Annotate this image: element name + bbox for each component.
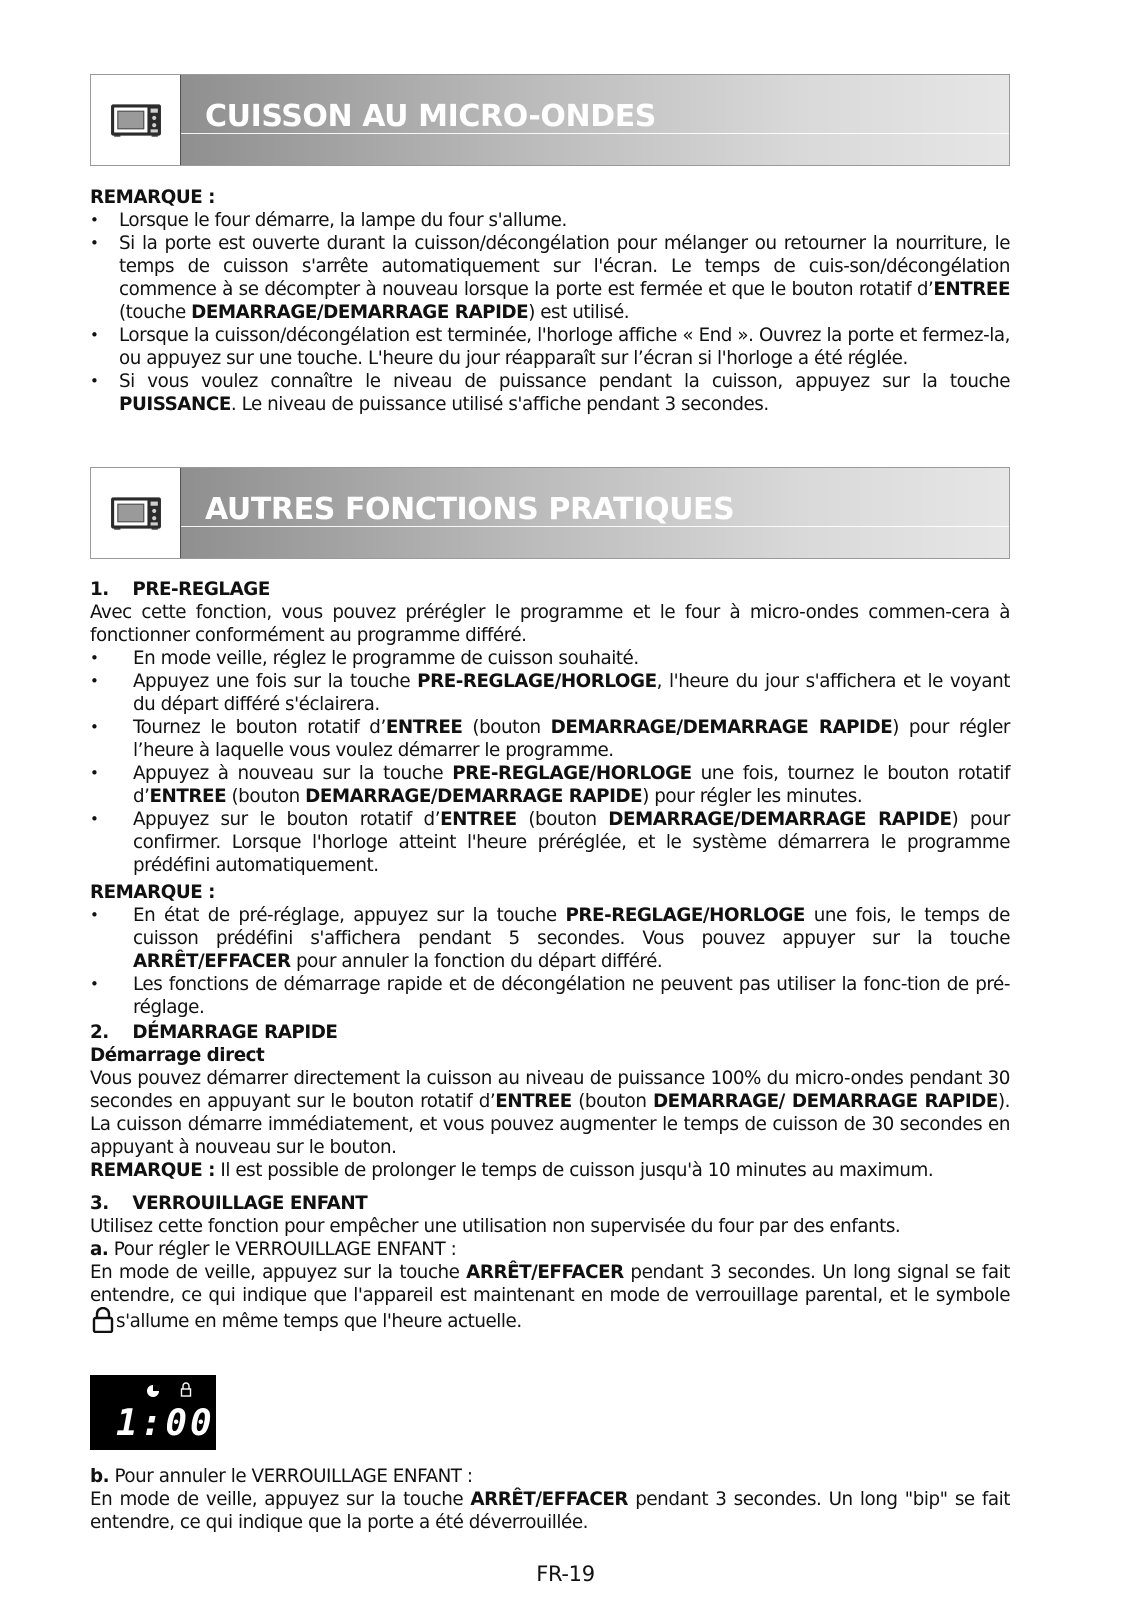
verrouillage-heading: 3. VERROUILLAGE ENFANT [90, 1193, 368, 1214]
list-item: • Appuyez sur le bouton rotatif d’ENTREE (bouton DEMARRAGE/DEMARRAGE RAPIDE) pour confirmer. Lorsque l'horloge atteint l'heure préréglée, et le système démarrera le programme prédéfini automatiquement. [90, 808, 1010, 877]
list-item: • Si la porte est ouverte durant la cuisson/décongélation pour mélanger ou retourner la nourriture, le temps de cuisson s'arrête automatiquement sur l'écran. Le temps de cuis-son/décongélation commence à se décompter à nouveau lorsque la porte est fermée et que le bouton rotatif d’ENTREE (touche DEMARRAGE/DEMARRAGE RAPIDE) est utilisé. [90, 232, 1010, 324]
list-item: • Si vous voulez connaître le niveau de puissance pendant la cuisson, appuyez sur la touche PUISSANCE. Le niveau de puissance utilisé s'affiche pendant 3 secondes. [90, 370, 1010, 416]
remark-label: REMARQUE : [90, 882, 216, 903]
pre-reglage-steps [90, 647, 1010, 877]
section-header-cuisson [90, 74, 1010, 166]
section-title-bar [181, 75, 1009, 165]
verrouillage-a-text: En mode de veille, appuyez sur la touche ARRÊT/EFFACER pendant 3 secondes. Un long signal se fait entendre, ce qui indique que l'appareil est maintenant en mode de verrouillage parental, et le symboles'allume en même temps que l'heure actuelle. [90, 1261, 1010, 1339]
list-item: • En mode veille, réglez le programme de cuisson souhaité. [90, 647, 1010, 670]
remark-label: REMARQUE : [90, 187, 216, 208]
clock-icon [147, 1385, 159, 1397]
verrouillage-a-title: a. Pour régler le VERROUILLAGE ENFANT : [90, 1239, 457, 1260]
section-title-bar [181, 468, 1009, 558]
pre-reglage-intro: Avec cette fonction, vous pouvez prérégler le programme et le four à micro-ondes commen-cera à fonctionner conformément au programme différé. [90, 602, 1010, 646]
demarrage-subheading: Démarrage direct [90, 1045, 265, 1066]
section-title: CUISSON AU MICRO-ONDES [205, 99, 657, 134]
section-header-autres [90, 467, 1010, 559]
lock-icon [92, 1307, 114, 1339]
demarrage-text: Vous pouvez démarrer directement la cuisson au niveau de puissance 100% du micro-ondes pendant 30 secondes en appuyant sur le bouton rotatif d’ENTREE (bouton DEMARRAGE/ DEMARRAGE RAPIDE). La cuisson démarre immédiatement, et vous pouvez augmenter le temps de cuisson de 30 secondes en appuyant à nouveau sur le bouton. [90, 1068, 1010, 1158]
display-time: 1:00 [116, 1403, 215, 1444]
page-number: FR-19 [536, 1562, 595, 1586]
verrouillage-b-text: En mode de veille, appuyez sur la touche ARRÊT/EFFACER pendant 3 secondes. Un long "bip" se fait entendre, ce qui indique que la porte a été déverrouillée. [90, 1489, 1010, 1533]
verrouillage-b-block [90, 1465, 1010, 1534]
verrouillage-b-title: b. Pour annuler le VERROUILLAGE ENFANT : [90, 1466, 473, 1487]
verrouillage-block [90, 1192, 1010, 1339]
pre-reglage-heading: 1. PRE-REGLAGE [90, 579, 270, 600]
list-item: • Lorsque le four démarre, la lampe du four s'allume. [90, 209, 1010, 232]
section-title: AUTRES FONCTIONS PRATIQUES [205, 492, 735, 527]
verrouillage-intro: Utilisez cette fonction pour empêcher une utilisation non supervisée du four par des enfants. [90, 1216, 901, 1237]
pre-reglage-block [90, 578, 1010, 1019]
section-cuisson-body [90, 186, 1010, 416]
microwave-icon [91, 468, 181, 558]
list-item: • Lorsque la cuisson/décongélation est terminée, l'horloge affiche « End ». Ouvrez la porte et fermez-la, ou appuyez sur une touche. L'heure du jour réapparaît sur l’écran si l'horloge a été réglée. [90, 324, 1010, 370]
list-item: • Appuyez une fois sur la touche PRE-REGLAGE/HORLOGE, l'heure du jour s'affichera et le voyant du départ différé s'éclairera. [90, 670, 1010, 716]
demarrage-rapide-block [90, 1021, 1010, 1182]
microwave-icon [91, 75, 181, 165]
list-item: • Appuyez à nouveau sur la touche PRE-REGLAGE/HORLOGE une fois, tournez le bouton rotatif d’ENTREE (bouton DEMARRAGE/DEMARRAGE RAPIDE) pour régler les minutes. [90, 762, 1010, 808]
pre-reglage-remarks [90, 904, 1010, 1019]
list-item: • En état de pré-réglage, appuyez sur la touche PRE-REGLAGE/HORLOGE une fois, le temps de cuisson prédéfini s'affichera pendant 5 secondes. Vous pouvez appuyer sur la touche ARRÊT/EFFACER pour annuler la fonction du départ différé. [90, 904, 1010, 973]
lcd-display [90, 1375, 216, 1450]
list-item: • Tournez le bouton rotatif d’ENTREE (bouton DEMARRAGE/DEMARRAGE RAPIDE) pour régler l’heure à laquelle vous voulez démarrer le programme. [90, 716, 1010, 762]
demarrage-remark: REMARQUE : Il est possible de prolonger le temps de cuisson jusqu'à 10 minutes au maximum. [90, 1160, 934, 1181]
list-item: • Les fonctions de démarrage rapide et de décongélation ne peuvent pas utiliser la fonc-tion de pré-réglage. [90, 973, 1010, 1019]
demarrage-heading: 2. DÉMARRAGE RAPIDE [90, 1022, 338, 1043]
remark-list [90, 209, 1010, 416]
lock-icon [182, 1383, 191, 1396]
